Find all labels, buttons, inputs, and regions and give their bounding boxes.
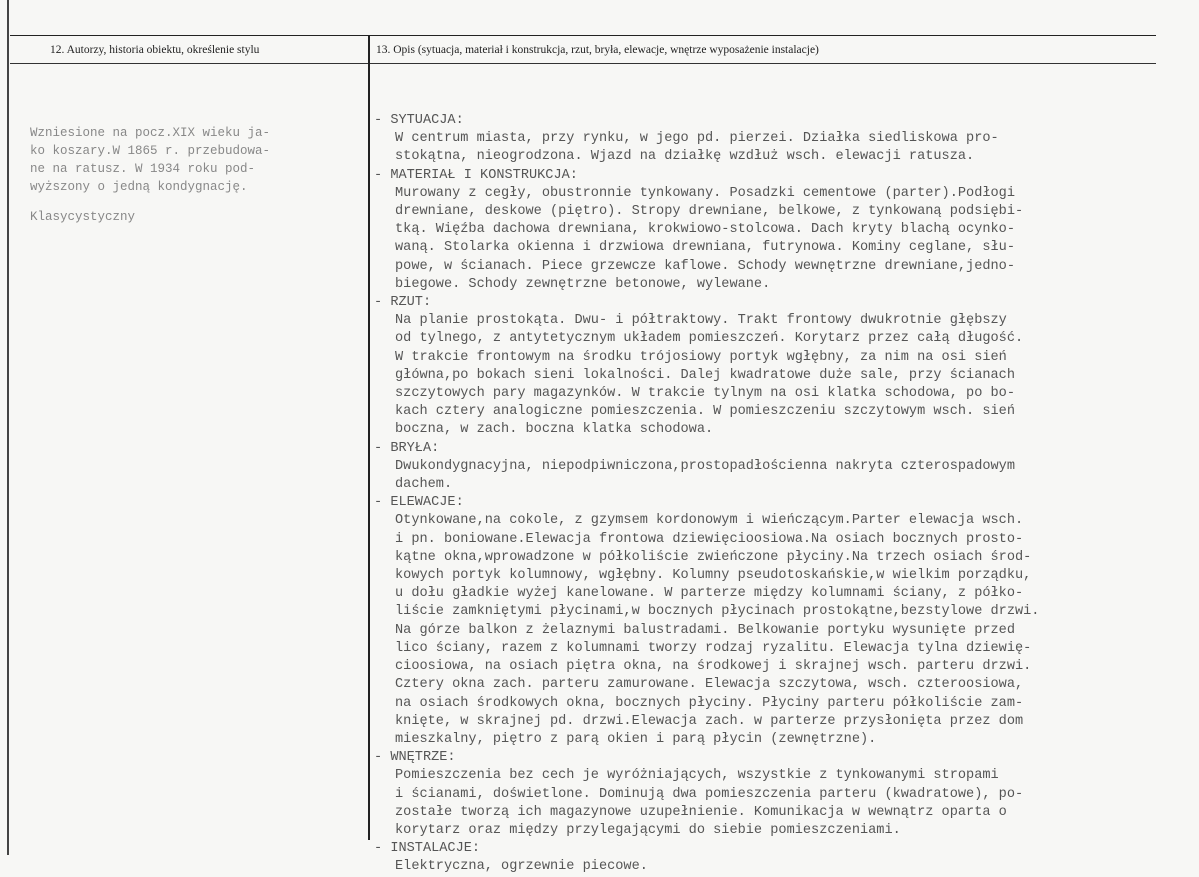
section-line: W trakcie frontowym na środku trójosiowy portyk wgłębny, za nim na osi sień: [395, 349, 1007, 365]
section-line: powe, w ścianach. Piece grzewcze kaflowe. Schody wewnętrzne drewniane,jedno-: [395, 258, 1015, 274]
section-line: i pn. boniowane.Elewacja frontowa dziewięcioosiowa.Na osiach bocznych prosto-: [395, 531, 1024, 547]
section-line: dachem.: [395, 477, 453, 493]
section-line: drewniane, deskowe (piętro). Stropy drewniane, belkowe, z tynkowaną podsiębi-: [395, 204, 1024, 220]
history-text: [30, 124, 360, 226]
description-section: [374, 749, 1194, 840]
section-line: boczna, w zach. boczna klatka schodowa.: [395, 422, 714, 438]
section-heading: - BRYŁA:: [374, 440, 440, 456]
section-line: liście zamkniętymi płycinami,w bocznych płycinach prostokątne,bezstylowe drzwi.: [395, 604, 1040, 620]
column-divider: [368, 35, 370, 840]
page-edge: [7, 0, 9, 855]
section-heading: - WNĘTRZE:: [374, 750, 456, 766]
section-heading: - RZUT:: [374, 295, 432, 311]
section-line: Elektryczna, ogrzewnie piecowe.: [395, 859, 648, 875]
section-heading: - ELEWACJE:: [374, 495, 464, 511]
section-line: Na górze balkon z żelaznymi balustradami. Belkowanie portyku wysunięte przed: [395, 622, 1015, 638]
section-line: Pomieszczenia bez cech je wyróżniających, wszystkie z tynkowanymi stropami: [395, 768, 999, 784]
section-line: i ścianami, doświetlone. Dominują dwa pomieszczenia parteru (kwadratowe), po-: [395, 786, 1024, 802]
section-line: na osiach środkowych okna, bocznych płyciny. Płyciny parteru półkoliście zam-: [395, 695, 1024, 711]
section-line: biegowe. Schody zewnętrzne betonowe, wylewane.: [395, 276, 771, 292]
section-line: kowych portyk kolumnowy, wgłębny. Kolumny pseudotoskańskie,w wielkim porządku,: [395, 568, 1032, 584]
description-section: [374, 167, 1194, 294]
section-line: mieszkalny, piętro z parą okien i parą płycin (zewnętrzne).: [395, 731, 877, 747]
section-line: zostałe tworzą ich magazynowe uzupełnienie. Komunikacja w wewnątrz oparta o: [395, 804, 1007, 820]
section-line: stokątna, nieogrodzona. Wjazd na działkę wzdłuż wsch. elewacji ratusza.: [395, 149, 975, 165]
section-line: kątne okna,wprowadzone w półkoliście zwieńczone płyciny.Na trzech osiach środ-: [395, 549, 1032, 565]
history-line: wyższony o jedną kondygnację.: [30, 180, 248, 194]
section-line: szczytowych pary magazynków. W trakcie tylnym na osi klatka schodowa, po bo-: [395, 386, 1015, 402]
description-section: [374, 840, 1194, 876]
section-line: u dołu gładkie wyżej kanelowane. W parterze między kolumnami ściany, z półko-: [395, 586, 1024, 602]
section-line: Murowany z cegły, obustronnie tynkowany. Posadzki cementowe (parter).Podłogi: [395, 185, 1015, 201]
section-line: korytarz oraz między przylegającymi do siebie pomieszczeniami.: [395, 822, 901, 838]
table-top-rule: [10, 35, 1156, 36]
section-line: knięte, w skrajnej pd. drzwi.Elewacja zach. w parterze przysłonięta przez dom: [395, 713, 1024, 729]
section-heading: - SYTUACJA:: [374, 113, 464, 128]
description-column-header: 13. Opis (sytuacja, materiał i konstrukcja, rzut, bryła, elewacje, wnętrze wyposażenie instalacje): [376, 44, 819, 56]
section-line: tką. Więźba dachowa drewniana, krokwiowo-stolcowa. Dach kryty blachą ocynko-: [395, 222, 1015, 238]
section-line: W centrum miasta, przy rynku, w jego pd. pierzei. Działka siedliskowa pro-: [395, 131, 999, 147]
section-line: cioosiowa, na osiach piętra okna, na środkowej i skrajnej wsch. parteru drzwi.: [395, 659, 1032, 675]
section-line: Otynkowane,na cokole, z gzymsem kordonowym i wieńczącym.Parter elewacja wsch.: [395, 513, 1024, 529]
section-line: Na planie prostokąta. Dwu- i półtraktowy. Trakt frontowy dwukrotnie głębszy: [395, 313, 1007, 329]
history-column-header: 12. Autorzy, historia obiektu, określenie stylu: [50, 44, 260, 56]
section-heading: - MATERIAŁ I KONSTRUKCJA:: [374, 167, 578, 183]
architectural-style: Klasycystyczny: [30, 210, 136, 224]
section-line: lico ściany, razem z kolumnami tworzy rodzaj ryzalitu. Elewacja tylna dziewię-: [395, 640, 1032, 656]
description-section: [374, 494, 1194, 749]
header-rule: [10, 63, 1156, 64]
description-section: [374, 440, 1194, 495]
description-section: [374, 294, 1194, 440]
section-line: kach cztery analogiczne pomieszczenia. W pomieszczeniu szczytowym wsch. sień: [395, 404, 1015, 420]
section-line: od tylnego, z antytetycznym układem pomieszczeń. Korytarz przez całą długość.: [395, 331, 1024, 347]
history-line: Wzniesione na pocz.XIX wieku ja-: [30, 126, 271, 140]
description-section: [374, 112, 1194, 167]
description-text: [374, 112, 1194, 877]
section-line: waną. Stolarka okienna i drzwiowa drewniana, futrynowa. Kominy ceglane, słu-: [395, 240, 1015, 256]
section-heading: - INSTALACJE:: [374, 841, 481, 857]
history-line: ne na ratusz. W 1934 roku pod-: [30, 162, 256, 176]
history-line: ko koszary.W 1865 r. przebudowa-: [30, 144, 271, 158]
section-line: główna,po bokach sieni lokalności. Dalej kwadratowe duże sale, przy ścianach: [395, 367, 1015, 383]
section-line: Dwukondygnacyjna, niepodpiwniczona,prostopadłościenna nakryta czterospadowym: [395, 458, 1015, 474]
section-line: Cztery okna zach. parteru zamurowane. Elewacja szczytowa, wsch. czteroosiowa,: [395, 677, 1024, 693]
